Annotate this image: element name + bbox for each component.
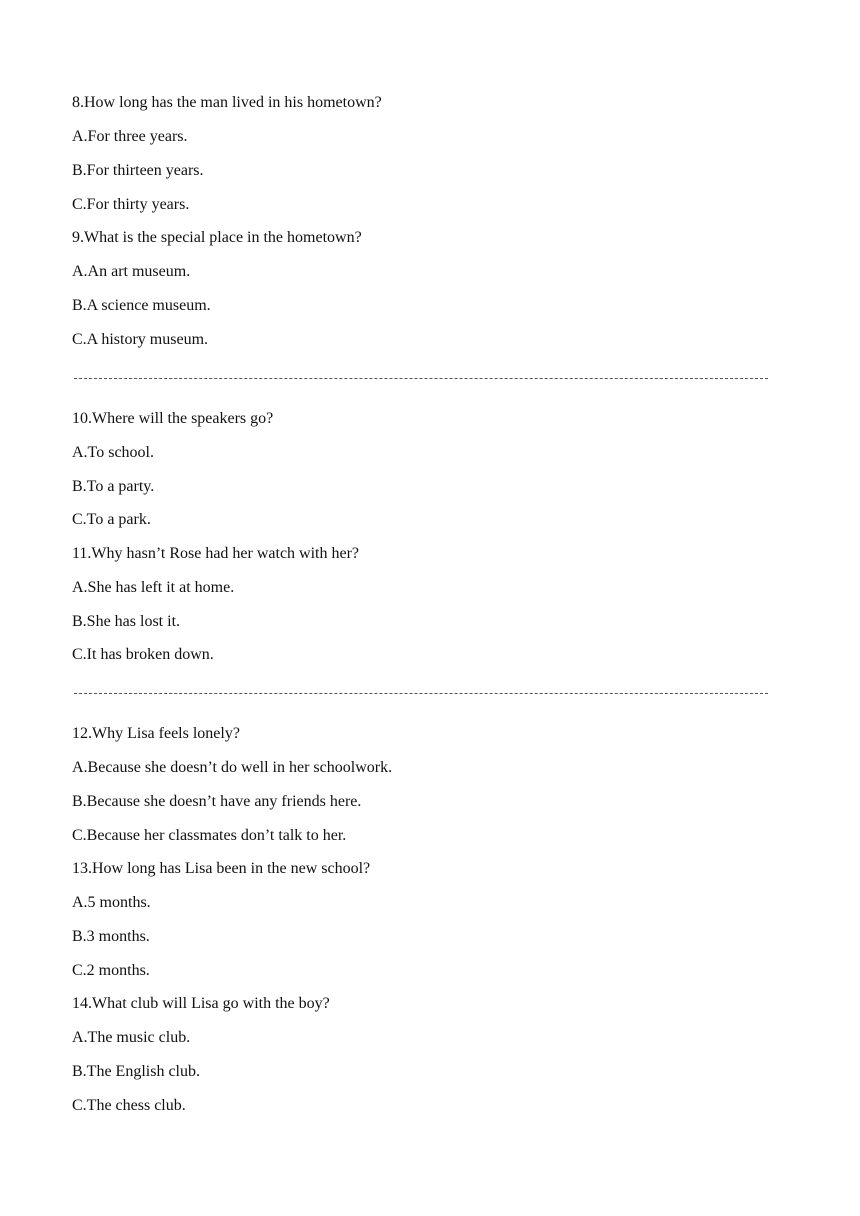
question-12-option-b: B.Because she doesn’t have any friends here. bbox=[72, 793, 362, 810]
question-13-option-a: A.5 months. bbox=[72, 894, 151, 911]
question-13-prompt: 13.How long has Lisa been in the new school? bbox=[72, 860, 371, 877]
question-10-option-c: C.To a park. bbox=[72, 511, 151, 528]
question-9-prompt: 9.What is the special place in the hometown? bbox=[72, 229, 362, 246]
question-11-option-a: A.She has left it at home. bbox=[72, 579, 235, 596]
question-10-prompt: 10.Where will the speakers go? bbox=[72, 410, 274, 427]
question-14-prompt: 14.What club will Lisa go with the boy? bbox=[72, 995, 330, 1012]
question-12-option-a: A.Because she doesn’t do well in her schoolwork. bbox=[72, 759, 393, 776]
question-9-option-c: C.A history museum. bbox=[72, 331, 209, 348]
question-10-option-b: B.To a party. bbox=[72, 478, 155, 495]
question-14-option-c: C.The chess club. bbox=[72, 1097, 186, 1114]
question-9-option-a: A.An art museum. bbox=[72, 263, 191, 280]
question-11-prompt: 11.Why hasn’t Rose had her watch with her? bbox=[72, 545, 360, 562]
question-8-option-a: A.For three years. bbox=[72, 128, 188, 145]
question-11-option-c: C.It has broken down. bbox=[72, 646, 214, 663]
question-11-option-b: B.She has lost it. bbox=[72, 613, 181, 630]
question-12-prompt: 12.Why Lisa feels lonely? bbox=[72, 725, 240, 742]
question-13-option-c: C.2 months. bbox=[72, 962, 150, 979]
section-divider-1 bbox=[74, 378, 768, 379]
question-8-option-c: C.For thirty years. bbox=[72, 196, 190, 213]
question-14-option-b: B.The English club. bbox=[72, 1063, 200, 1080]
section-divider-2 bbox=[74, 693, 768, 694]
question-14-option-a: A.The music club. bbox=[72, 1029, 191, 1046]
question-8-prompt: 8.How long has the man lived in his hometown? bbox=[72, 94, 382, 111]
question-13-option-b: B.3 months. bbox=[72, 928, 150, 945]
question-8-option-b: B.For thirteen years. bbox=[72, 162, 204, 179]
question-12-option-c: C.Because her classmates don’t talk to her. bbox=[72, 827, 347, 844]
question-10-option-a: A.To school. bbox=[72, 444, 154, 461]
question-9-option-b: B.A science museum. bbox=[72, 297, 211, 314]
